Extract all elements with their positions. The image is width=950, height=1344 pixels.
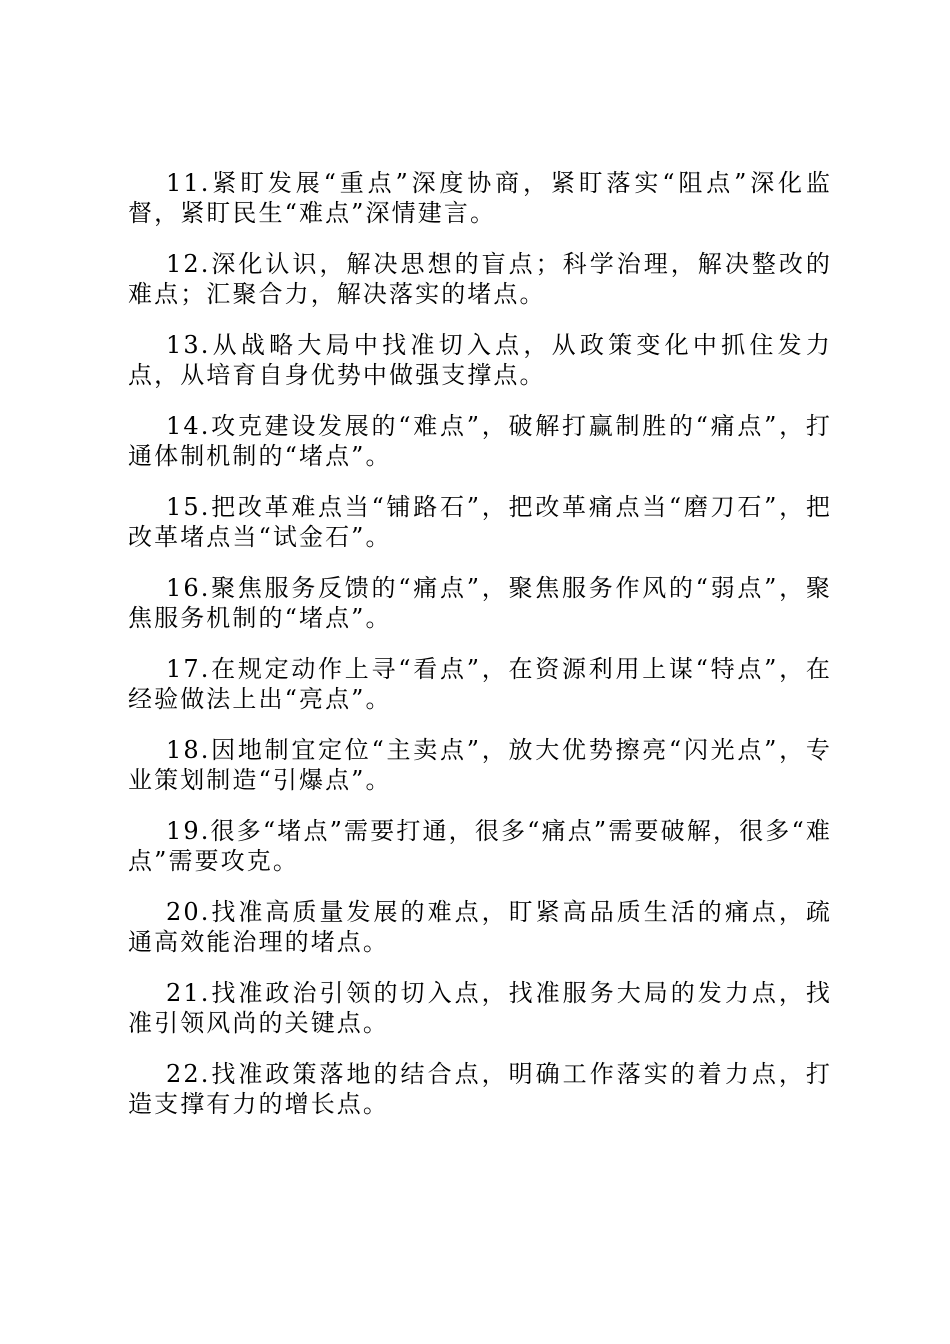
paragraph-18: 18.因地制宜定位“主卖点”，放大优势擦亮“闪光点”，专业策划制造“引爆点”。 [128,736,832,794]
paragraph-13: 13.从战略大局中找准切入点，从政策变化中抓住发力点，从培育自身优势中做强支撑点。 [128,331,832,389]
paragraph-20: 20.找准高质量发展的难点，盯紧高品质生活的痛点，疏通高效能治理的堵点。 [128,898,832,956]
paragraph-14: 14.攻克建设发展的“难点”，破解打赢制胜的“痛点”，打通体制机制的“堵点”。 [128,412,832,470]
paragraph-21: 21.找准政治引领的切入点，找准服务大局的发力点，找准引领风尚的关键点。 [128,979,832,1037]
paragraph-16: 16.聚焦服务反馈的“痛点”，聚焦服务作风的“弱点”，聚焦服务机制的“堵点”。 [128,574,832,632]
paragraph-19: 19.很多“堵点”需要打通，很多“痛点”需要破解，很多“难点”需要攻克。 [128,817,832,875]
paragraph-12: 12.深化认识，解决思想的盲点；科学治理，解决整改的难点；汇聚合力，解决落实的堵点。 [128,250,832,308]
paragraph-11: 11.紧盯发展“重点”深度协商，紧盯落实“阻点”深化监督，紧盯民生“难点”深情建言。 [128,169,832,227]
paragraph-22: 22.找准政策落地的结合点，明确工作落实的着力点，打造支撑有力的增长点。 [128,1060,832,1118]
paragraph-15: 15.把改革难点当“铺路石”，把改革痛点当“磨刀石”，把改革堵点当“试金石”。 [128,493,832,551]
document-body [128,168,832,1140]
paragraph-17: 17.在规定动作上寻“看点”，在资源利用上谋“特点”，在经验做法上出“亮点”。 [128,655,832,713]
